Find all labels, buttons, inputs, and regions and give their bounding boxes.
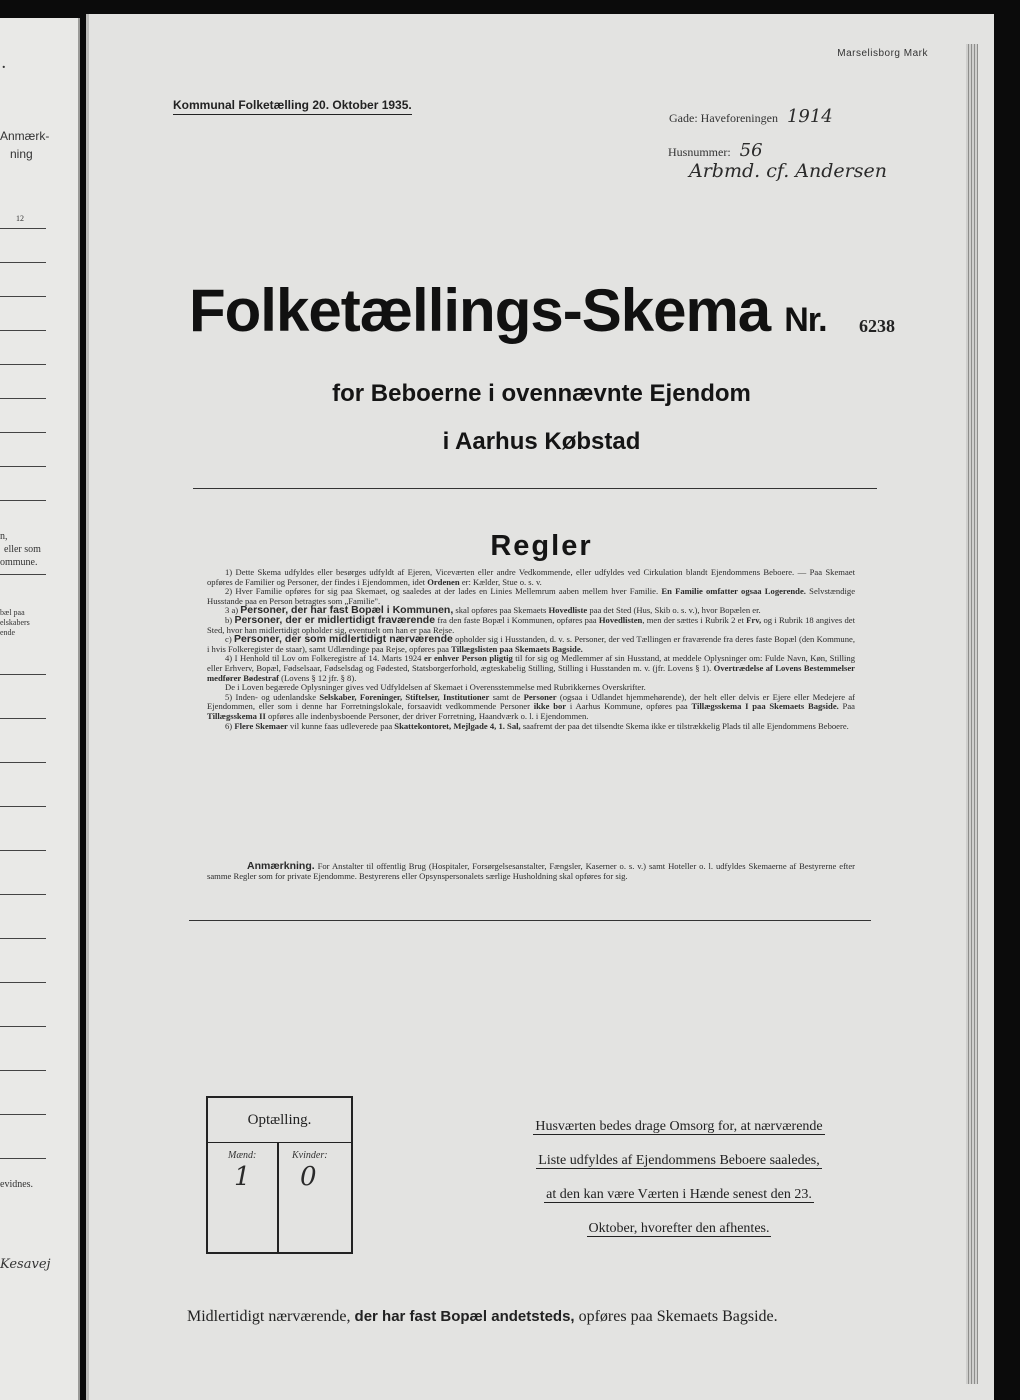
left-page-mark: . [2,57,6,72]
rule-3b: b) Personer, der er midlertidigt fraværende fra den faste Bopæl i Kommunen, opføres paa Hovedlisten, men der sættes i Rubrik 2 et Frv, og i Rubrik 18 angives det Sted, hvor han midlertidigt opholder sig, eventuelt om han er paa Rejse. [207,613,855,635]
left-page-heading-2: ning [10,147,33,161]
form-subtitle-city: i Aarhus Købstad [442,428,641,455]
left-page-rule [0,718,46,719]
notice-line: Husværten bedes drage Omsorg for, at nærværende [535,1119,823,1134]
notice-line: Liste udfyldes af Ejendommens Beboere saaledes, [538,1153,820,1168]
notice-line: at den kan være Værten i Hænde senest den 23. [546,1187,812,1202]
left-page-rule [0,674,46,675]
left-page-fragment-text: bæl paa [0,608,25,617]
left-page-rule [0,1070,46,1071]
kvinder-label: Kvinder: [292,1150,328,1161]
left-page-fragment-text: n, [0,531,8,542]
form-number: 6238 [859,316,895,336]
husnummer-value: 56 [739,140,763,161]
handwritten-owner-name: Arbmd. cf. Andersen [689,160,887,182]
remark-text: For Anstalter til offentlig Brug (Hospitaler, Forsørgelsesanstalter, Fængsler, Kaserner o. s. v.) samt Hoteller o. l. udfyldes Skemaerne af Bestyrerne efter samme Regler som for private Ejendomme. Bestyrerens eller Opsynspersonalets særlige Husholdning skal opføres for sig. [207,861,855,881]
census-form-page [86,14,994,1400]
maend-label: Mænd: [228,1150,257,1161]
gade-handwritten-value: 1914 [786,106,833,127]
footer-note: Midlertidigt nærværende, der har fast Bopæl andetsteds, opføres paa Skemaets Bagside. [187,1308,778,1325]
census-date-heading: Kommunal Folketælling 20. Oktober 1935. [173,98,412,115]
form-title [189,276,909,345]
divider [189,920,871,921]
left-page-rule [0,1026,46,1027]
count-box-divider [277,1142,279,1252]
rule-4-cont: De i Loven begærede Oplysninger gives ved Udfyldelsen af Skemaet i Overensstemmelse med Rubrikkernes Overskrifter. [225,682,646,693]
left-page-rule [0,466,46,467]
page-edge [966,44,978,1384]
rule-6: 6) Flere Skemaer vil kunne faas udleverede paa Skattekontoret, Mejlgade 4, 1. Sal, saafremt der paa det tilsendte Skema ikke er tilstrækkelig Plads til alle Ejendommens Beboere. [225,720,849,731]
left-page-fragment-text: elskabers [0,618,30,627]
rule-3c: c) Personer, der som midlertidigt nærværende opholder sig i Husstanden, d. v. s. Personer, der ved Tællingen er fraværende fra deres faste Bopæl (den Kommune, i hvis Folkeregister de staar), samt Udlændinge paa Rejse, opføres paa Tillægslisten paa Skemaets Bagside. [207,633,855,654]
remark [207,862,855,881]
left-page-signature: Kesavej [0,1257,51,1272]
maend-count: 1 [234,1162,251,1192]
left-page-rule [0,574,46,575]
remark-label: Anmærkning. [247,860,315,872]
left-page-rule [0,296,46,297]
form-title-nr: Nr. [784,301,827,339]
count-box-title: Optælling. [247,1112,312,1128]
left-page-rule [0,1158,46,1159]
left-page-rule [0,762,46,763]
kvinder-count: 0 [300,1162,317,1192]
left-page-fragment-text: eller som [4,544,41,555]
left-page-fragment-text: ommune. [0,557,38,568]
rule-3a: 3 a) Personer, der har fast Bopæl i Kommunen, skal opføres paa Skemaets Hovedliste paa det Sted (Hus, Skib o. s. v.), hvor Bopælen er. [225,604,761,617]
left-page-heading-1: Anmærk- [0,129,50,143]
left-page-rule [0,330,46,331]
left-page-rule [0,228,46,229]
left-page-rule [0,938,46,939]
left-page-rule [0,500,46,501]
husnummer-label: Husnummer: [668,145,731,159]
gade-label: Gade: [669,111,698,125]
left-page-fragment-text: ende [0,628,16,637]
left-page-rule [0,364,46,365]
gade-value: Haveforeningen [700,111,778,125]
count-box-rule [208,1142,351,1143]
notice-line: Oktober, hvorefter den afhentes. [588,1221,770,1236]
left-page-fragment [0,18,80,1400]
rule-2: 2) Hver Familie opføres for sig paa Skemaet, og saaledes at der lades en Linies Mellemrum aaben mellem hver Familie. En Familie omfatter ogsaa Logerende. Selvstændige Husstande paa en Person betragtes som „Familie". [207,586,856,606]
left-page-rule [0,432,46,433]
rule-4: 4) I Henhold til Lov om Folkeregistre af 14. Marts 1924 er enhver Person pligtig til for sig og Medlemmer af sin Husstand, at meddele Oplysninger om: Fulde Navn, Køn, Stilling eller Erhverv, Bopæl, Fødselsaar, Fødselsdag og Fødested, Statsborgerforhold, ægteskabelig Stilling, Stilling i Husstanden m. v. (jfr. Lovens § 1). Overtrædelse af Lovens Bestemmelser medfører Bødestraf (Lovens § 12 jfr. § 8). [207,653,855,683]
form-title-main: Folketællings-Skema [189,277,771,344]
left-page-rule [0,262,46,263]
left-page-fragment-text: evidnes. [0,1179,34,1190]
left-page-rule [0,1114,46,1115]
divider [193,488,877,489]
left-page-column-no: 12 [16,214,24,223]
husnummer-field [668,140,763,161]
rule-1: 1) Dette Skema udfyldes eller besørges udfyldt af Ejeren, Viceværten eller andre Vedkommende, eller udfyldes ved Cirkulation blandt Ejendommens Beboere. — Paa Skemaet opføres de Familier og Personer, der findes i Ejendommen, idet Ordenen er: Kælder, Stue o. s. v. [207,567,855,587]
left-page-rule [0,398,46,399]
left-page-rule [0,806,46,807]
rules-heading: Regler [490,530,593,562]
district-label: Marselisborg Mark [837,48,928,59]
left-page-rule [0,850,46,851]
count-box [206,1096,353,1254]
landlord-notice [509,1110,849,1246]
gade-field [669,106,833,127]
left-page-rule [0,982,46,983]
rules-text [207,568,855,731]
left-page-rule [0,894,46,895]
form-subtitle: for Beboerne i ovennævnte Ejendom [332,380,751,407]
rule-5: 5) Inden- og udenlandske Selskaber, Foreninger, Stiftelser, Institutioner samt de Personer (ogsaa i Udlandet hjemmehørende), der helt eller delvis er Ejere eller Medejere af Ejendommen, eller som i denne har Forretningslokale, forsaavidt vedkommende Personer ikke bor i Aarhus Kommune, opføres paa Tillægsskema I paa Skemaets Bagside. Paa Tillægsskema II opføres alle indenbysboende Personer, der driver Forretning, Haandværk o. l. i Ejendommen. [207,691,856,721]
